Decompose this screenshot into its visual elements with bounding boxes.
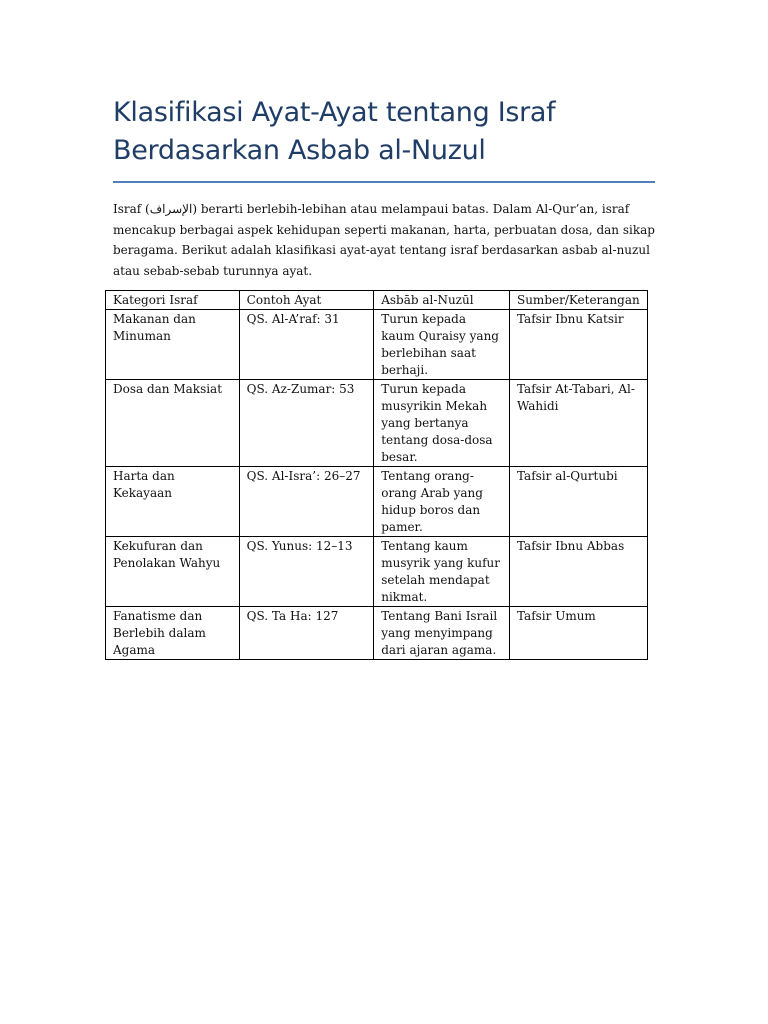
table-row [106, 380, 648, 467]
cell-kategori: Harta dan Kekayaan [106, 467, 240, 537]
cell-asbab: Tentang Bani Israil yang menyimpang dari ajaran agama. [374, 607, 510, 660]
cell-contoh-ayat: QS. Ta Ha: 127 [239, 607, 374, 660]
document-page [113, 94, 655, 281]
title-line-1: Klasifikasi Ayat-Ayat tentang Israf [113, 97, 556, 128]
intro-arabic-term: الإسراف [149, 202, 193, 216]
title-underline [113, 181, 655, 183]
cell-contoh-ayat: QS. Al-A’raf: 31 [239, 310, 374, 380]
table-row [106, 467, 648, 537]
intro-text-start: Israf ( [113, 202, 150, 216]
intro-text-rest: ) berarti berlebih-lebihan atau melampaui batas. Dalam Al-Qur’an, israf mencakup berbagai aspek kehidupan seperti makanan, harta, perbuatan dosa, dan sikap beragama. Berikut adalah klasifikasi ayat-ayat tentang israf berdasarkan asbab al-nuzul atau sebab-sebab turunnya ayat. [113, 202, 655, 278]
cell-contoh-ayat: QS. Az-Zumar: 53 [239, 380, 374, 467]
cell-kategori: Makanan dan Minuman [106, 310, 240, 380]
cell-sumber: Tafsir At-Tabari, Al-Wahidi [509, 380, 647, 467]
classification-table [105, 290, 648, 660]
document-title [113, 94, 655, 170]
cell-asbab: Tentang kaum musyrik yang kufur setelah mendapat nikmat. [374, 537, 510, 607]
cell-sumber: Tafsir Umum [509, 607, 647, 660]
header-contoh-ayat: Contoh Ayat [239, 291, 374, 310]
table-row [106, 537, 648, 607]
cell-contoh-ayat: QS. Al-Isra’: 26–27 [239, 467, 374, 537]
cell-sumber: Tafsir Ibnu Abbas [509, 537, 647, 607]
table-header-row [106, 291, 648, 310]
table-row [106, 607, 648, 660]
cell-kategori: Kekufuran dan Penolakan Wahyu [106, 537, 240, 607]
cell-asbab: Turun kepada kaum Quraisy yang berlebihan saat berhaji. [374, 310, 510, 380]
intro-paragraph [113, 199, 655, 281]
cell-kategori: Dosa dan Maksiat [106, 380, 240, 467]
table-row [106, 310, 648, 380]
cell-contoh-ayat: QS. Yunus: 12–13 [239, 537, 374, 607]
cell-kategori: Fanatisme dan Berlebih dalam Agama [106, 607, 240, 660]
cell-asbab: Tentang orang-orang Arab yang hidup boros dan pamer. [374, 467, 510, 537]
cell-sumber: Tafsir al-Qurtubi [509, 467, 647, 537]
header-sumber: Sumber/Keterangan [509, 291, 647, 310]
header-kategori: Kategori Israf [106, 291, 240, 310]
title-line-2: Berdasarkan Asbab al-Nuzul [113, 135, 486, 166]
cell-sumber: Tafsir Ibnu Katsir [509, 310, 647, 380]
header-asbab: Asbāb al-Nuzūl [374, 291, 510, 310]
cell-asbab: Turun kepada musyrikin Mekah yang bertanya tentang dosa-dosa besar. [374, 380, 510, 467]
